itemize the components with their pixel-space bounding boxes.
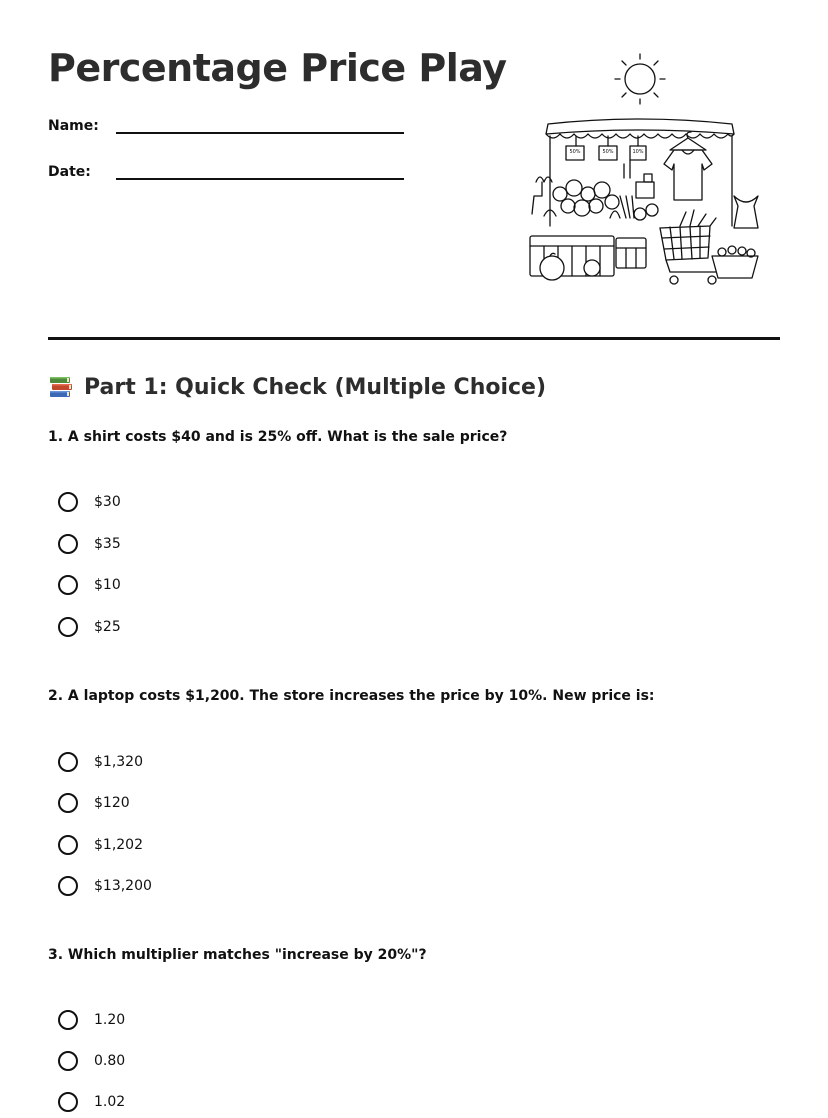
option-label: 0.80 [94, 1053, 126, 1069]
option-label: 1.20 [94, 1012, 126, 1028]
section-divider [48, 337, 780, 340]
q1-option-4[interactable] [58, 617, 121, 637]
date-label: Date: [48, 164, 91, 180]
option-label: $30 [94, 494, 121, 510]
worksheet-title: Percentage Price Play [48, 46, 507, 90]
q3-option-2[interactable] [58, 1051, 125, 1071]
radio-button[interactable] [58, 793, 78, 813]
price-tag-2 [599, 136, 617, 160]
sun-icon [615, 54, 665, 104]
radio-button[interactable] [58, 575, 78, 595]
hanging-shirt [664, 132, 712, 200]
radio-button[interactable] [58, 534, 78, 554]
price-tag-3-text: 10% [632, 149, 644, 155]
q2-option-2[interactable] [58, 793, 130, 813]
option-label: $25 [94, 619, 121, 635]
books-icon [48, 373, 74, 401]
part1-heading-text: Part 1: Quick Check (Multiple Choice) [84, 374, 547, 400]
date-line[interactable] [116, 164, 404, 180]
option-label: $1,202 [94, 837, 143, 853]
radio-button[interactable] [58, 1010, 78, 1030]
market-stall-illustration [520, 46, 770, 296]
shopping-cart [660, 210, 716, 284]
option-label: $35 [94, 536, 121, 552]
date-field [48, 164, 404, 180]
radio-button[interactable] [58, 492, 78, 512]
q3-option-3[interactable] [58, 1092, 125, 1112]
name-field [48, 118, 404, 134]
part1-heading [48, 373, 546, 401]
q1-option-3[interactable] [58, 575, 121, 595]
price-tag-1 [566, 136, 584, 160]
name-label: Name: [48, 118, 99, 134]
price-tag-2-text: 50% [602, 149, 614, 155]
radio-button[interactable] [58, 876, 78, 896]
option-label: $10 [94, 577, 121, 593]
q2-option-4[interactable] [58, 876, 152, 896]
question-3: 3. Which multiplier matches "increase by 20%"? [48, 947, 427, 963]
q2-option-1[interactable] [58, 752, 143, 772]
produce-crates [530, 236, 646, 280]
name-line[interactable] [116, 118, 404, 134]
radio-button[interactable] [58, 617, 78, 637]
question-1: 1. A shirt costs $40 and is 25% off. What is the sale price? [48, 429, 508, 445]
option-label: $13,200 [94, 878, 152, 894]
hanging-tank-top [734, 196, 758, 228]
price-tag-1-text: 50% [569, 149, 581, 155]
q3-option-1[interactable] [58, 1010, 125, 1030]
radio-button[interactable] [58, 1051, 78, 1071]
question-2: 2. A laptop costs $1,200. The store increases the price by 10%. New price is: [48, 688, 655, 704]
option-label: 1.02 [94, 1094, 126, 1110]
radio-button[interactable] [58, 752, 78, 772]
q1-option-1[interactable] [58, 492, 121, 512]
option-label: $1,320 [94, 754, 143, 770]
cash-register [624, 160, 654, 198]
q2-option-3[interactable] [58, 835, 143, 855]
fruit-basket [712, 246, 758, 278]
price-tag-3 [630, 136, 646, 160]
radio-button[interactable] [58, 835, 78, 855]
radio-button[interactable] [58, 1092, 78, 1112]
q1-option-2[interactable] [58, 534, 121, 554]
option-label: $120 [94, 795, 130, 811]
